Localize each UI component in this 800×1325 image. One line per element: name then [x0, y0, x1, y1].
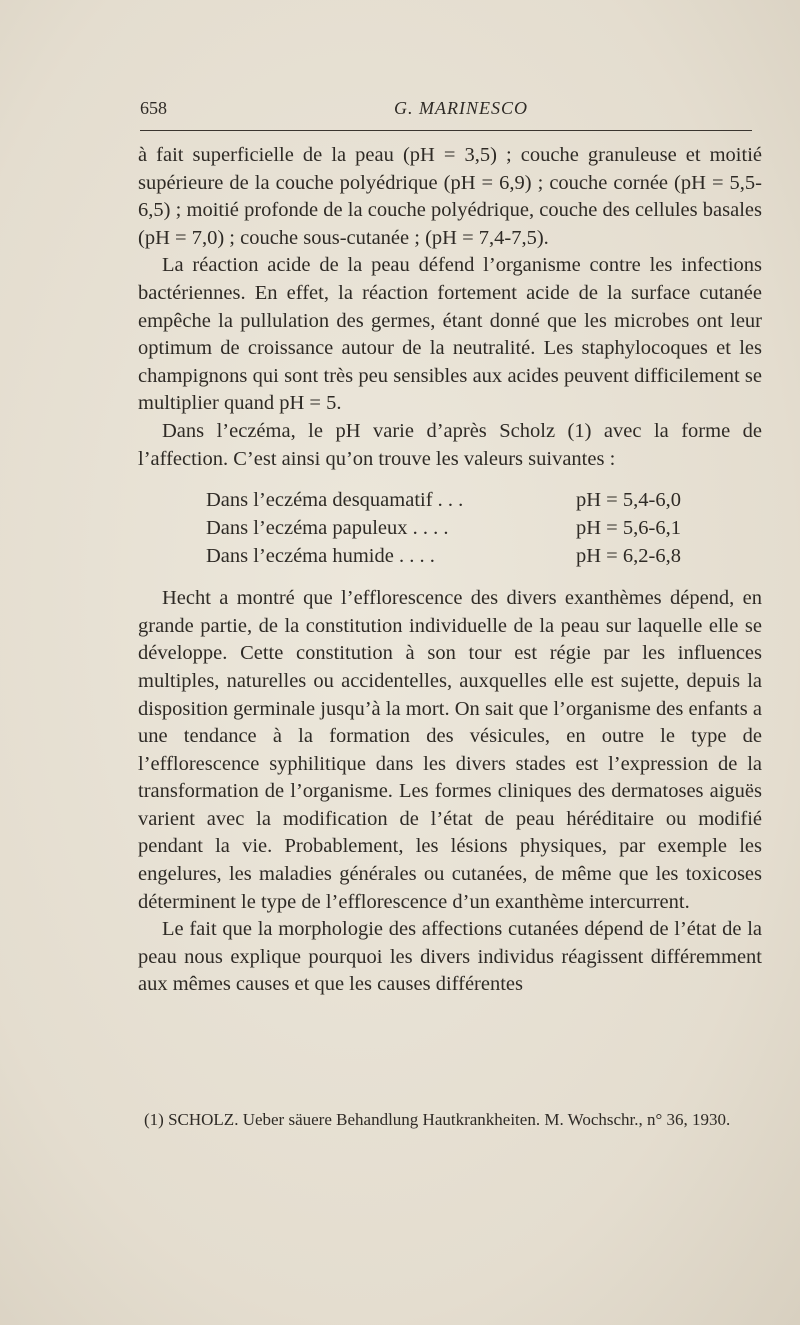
table-row	[206, 487, 746, 515]
table-row-value: pH = 5,4-6,0	[576, 489, 681, 512]
table-row-label: Dans l’eczéma papuleux . . . .	[206, 517, 449, 540]
table-row-value: pH = 6,2-6,8	[576, 545, 681, 568]
footnote	[144, 1108, 760, 1132]
page-number: 658	[140, 98, 167, 118]
table-row-label: Dans l’eczéma humide . . . .	[206, 545, 435, 568]
body-text	[138, 142, 762, 999]
footnote-text: SCHOLZ. Ueber säuere Behandlung Hautkrankheiten. M. Wochschr., n° 36, 1930.	[168, 1110, 731, 1129]
paragraph-1: à fait superficielle de la peau (pH = 3,5) ; couche granuleuse et moitié supérieure de la couche polyédrique (pH = 6,9) ; couche cornée (pH = 5,5-6,5) ; moitié profonde de la couche polyédrique, couche des cellules basales (pH = 7,0) ; couche sous-cutanée ; (pH = 7,4-7,5).	[138, 144, 762, 249]
paragraph-5: Le fait que la morphologie des affections cutanées dépend de l’état de la peau nous explique pourquoi les divers individus réagissent différemment aux mêmes causes et que les causes différentes	[138, 918, 762, 996]
page-header	[140, 98, 752, 128]
running-head: G. MARINESCO	[394, 98, 528, 118]
paragraph-3: Dans l’eczéma, le pH varie d’après Scholz (1) avec la forme de l’affection. C’est ainsi qu’on trouve les valeurs suivantes :	[138, 419, 762, 470]
paragraph-4: Hecht a montré que l’efflorescence des divers exanthèmes dépend, en grande partie, de la constitution individuelle de la peau sur laquelle elle se développe. Cette constitution à son tour est régie par les influences multiples, naturelles ou accidentelles, auxquelles elle est sujette, depuis la disposition germinale jusqu’à la mort. On sait que l’organisme des enfants a une tendance à la formation des vésicules, en outre le type de l’efflorescence syphilitique dans les divers stades est l’expression de la transformation de l’organisme. Les formes cliniques des dermatoses aiguës varient avec la modification de l’état de peau héréditaire ou modifié pendant la vie. Probablement, les lésions physiques, par exemple les engelures, les maladies générales ou cutanées, de même que les toxicoses déterminent le type de l’efflorescence d’un exanthème intercurrent.	[138, 587, 762, 913]
paragraph-2: La réaction acide de la peau défend l’organisme contre les infections bactériennes. En effet, la réaction fortement acide de la surface cutanée empêche la pullulation des germes, étant donné que les microbes ont leur optimum de croissance autour de la neutralité. Les staphylocoques et les champignons qui sont très peu sensibles aux acides peuvent difficilement se multiplier quand pH = 5.	[138, 254, 762, 415]
eczema-ph-table	[206, 487, 746, 571]
table-row-label: Dans l’eczéma desquamatif . . .	[206, 489, 464, 512]
table-row	[206, 543, 746, 571]
table-row-value: pH = 5,6-6,1	[576, 517, 681, 540]
table-row	[206, 515, 746, 543]
header-rule	[140, 130, 752, 131]
footnote-marker: (1)	[144, 1110, 164, 1129]
